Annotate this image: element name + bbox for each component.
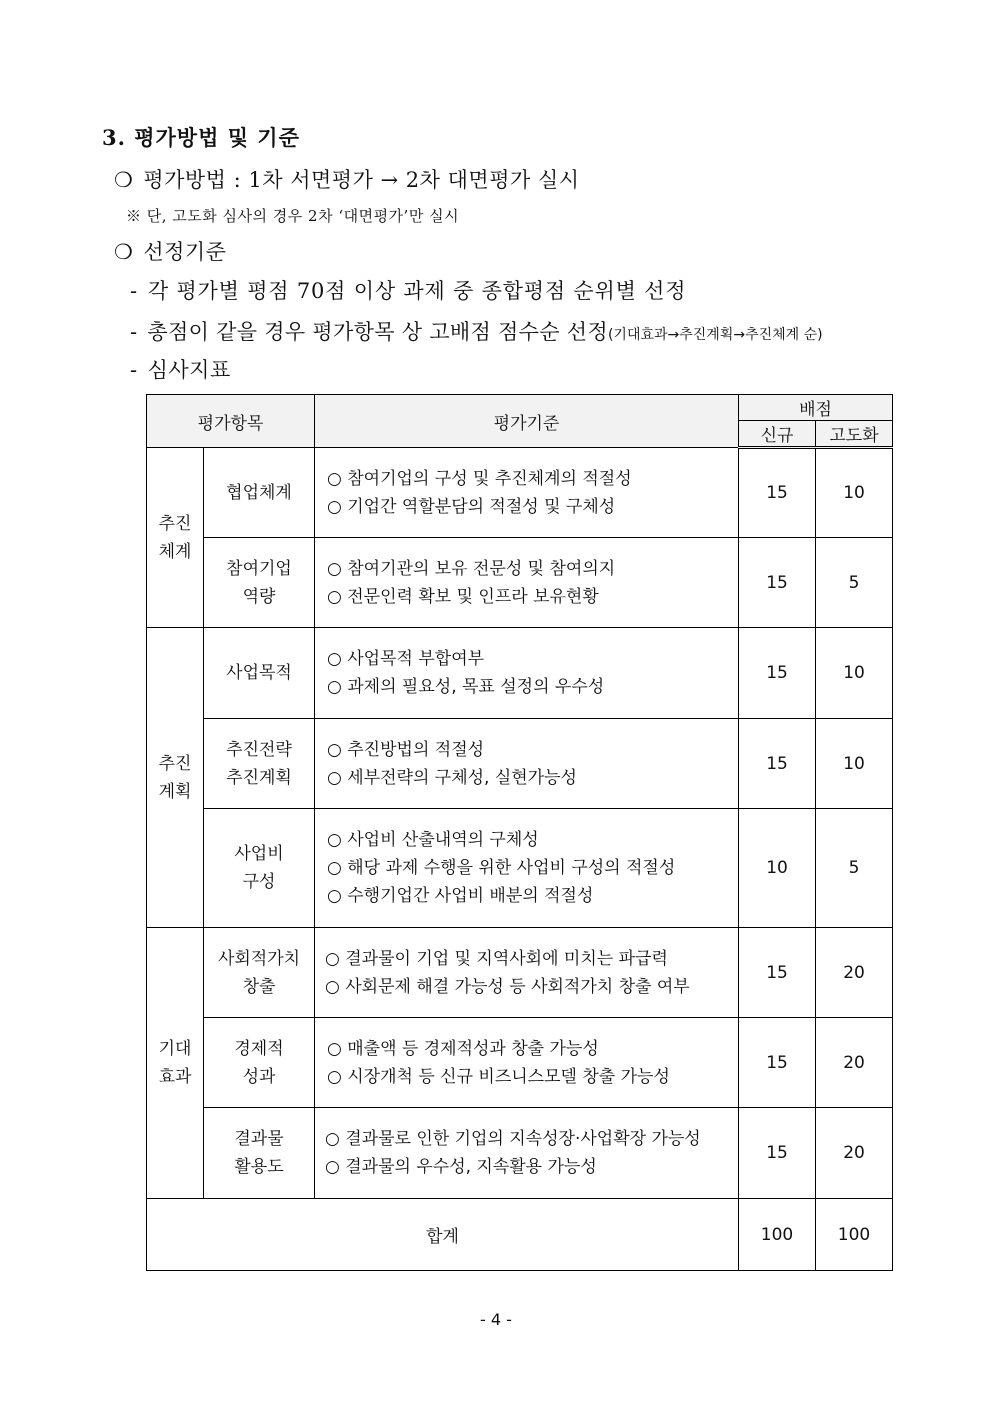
score-advanced-cell: 5 — [816, 809, 893, 928]
table-row — [147, 1108, 893, 1199]
criteria-item-note: (기대효과→추진계획→추진체계 순) — [607, 327, 823, 343]
table-row — [147, 628, 893, 719]
total-new: 100 — [739, 1199, 816, 1271]
score-advanced-cell: 20 — [816, 928, 893, 1018]
evaluation-table — [146, 394, 893, 1271]
evaluation-note: ※ 단, 고도화 심사의 경우 2차 ‘대면평가’만 실시 — [126, 207, 460, 225]
criteria-cell — [315, 538, 739, 628]
criteria-cell — [315, 448, 739, 538]
criteria-line: ○ 참여기관의 보유 전문성 및 참여의지 — [327, 558, 616, 579]
category-cell: 추진 체계 — [147, 448, 204, 628]
criteria-item-text: 각 평가별 평점 70점 이상 과제 중 종합평점 순위별 선정 — [147, 279, 687, 303]
criteria-item — [130, 316, 823, 346]
circle-bullet-icon: ❍ — [114, 168, 134, 192]
header-score-new: 신규 — [739, 421, 816, 448]
item-cell: 결과물 활용도 — [204, 1108, 315, 1199]
dash-bullet: - — [130, 279, 138, 303]
category-cell: 추진 계획 — [147, 628, 204, 928]
criteria-cell — [315, 928, 739, 1018]
table-row — [147, 538, 893, 628]
header-evaluation-criteria: 평가기준 — [315, 395, 739, 448]
criteria-line: ○ 전문인력 확보 및 인프라 보유현황 — [327, 586, 599, 607]
selection-criteria-heading — [114, 236, 226, 266]
criteria-item-text: 심사지표 — [147, 358, 231, 382]
item-cell: 사업목적 — [204, 628, 315, 719]
criteria-cell — [315, 628, 739, 719]
score-new-cell: 15 — [739, 448, 816, 538]
header-evaluation-item: 평가항목 — [147, 395, 315, 448]
table-row — [147, 719, 893, 809]
criteria-cell — [315, 719, 739, 809]
score-advanced-cell: 10 — [816, 628, 893, 719]
score-new-cell: 15 — [739, 1018, 816, 1108]
criteria-line: ○ 시장개척 등 신규 비즈니스모델 창출 가능성 — [327, 1066, 670, 1087]
criteria-cell — [315, 1108, 739, 1199]
criteria-line: ○ 사회문제 해결 가능성 등 사회적가치 창출 여부 — [325, 976, 690, 997]
score-new-cell: 15 — [739, 928, 816, 1018]
evaluation-method — [114, 164, 580, 194]
score-new-cell: 15 — [739, 719, 816, 809]
criteria-line: ○ 참여기업의 구성 및 추진체계의 적절성 — [327, 468, 632, 489]
score-new-cell: 15 — [739, 1108, 816, 1199]
circle-bullet-icon: ❍ — [114, 240, 134, 264]
score-new-cell: 15 — [739, 538, 816, 628]
total-row — [147, 1199, 893, 1271]
score-new-cell: 10 — [739, 809, 816, 928]
item-cell: 사업비 구성 — [204, 809, 315, 928]
header-score: 배점 — [739, 395, 893, 421]
page-number: - 4 - — [480, 1310, 512, 1329]
criteria-line: ○ 사업목적 부합여부 — [327, 649, 485, 669]
criteria-line: ○ 결과물이 기업 및 지역사회에 미치는 파급력 — [325, 948, 668, 969]
criteria-cell — [315, 809, 739, 928]
selection-criteria-heading-text: 선정기준 — [143, 240, 227, 264]
section-title: 3. 평가방법 및 기준 — [102, 125, 300, 150]
dash-bullet: - — [130, 320, 138, 344]
criteria-line: ○ 수행기업간 사업비 배분의 적절성 — [327, 886, 594, 906]
evaluation-method-text: 평가방법 : 1차 서면평가 → 2차 대면평가 실시 — [143, 168, 580, 192]
criteria-line: ○ 기업간 역할분담의 적절성 및 구체성 — [327, 496, 616, 517]
criteria-line: ○ 과제의 필요성, 목표 설정의 우수성 — [327, 677, 605, 697]
score-advanced-cell: 5 — [816, 538, 893, 628]
score-advanced-cell: 20 — [816, 1108, 893, 1199]
header-score-advanced: 고도화 — [816, 421, 893, 448]
table-row — [147, 1018, 893, 1108]
criteria-line: ○ 사업비 산출내역의 구체성 — [327, 830, 539, 850]
criteria-line: ○ 매출액 등 경제적성과 창출 가능성 — [327, 1038, 599, 1059]
item-cell: 협업체계 — [204, 448, 315, 538]
criteria-item — [130, 275, 686, 305]
criteria-line: ○ 결과물의 우수성, 지속활용 가능성 — [325, 1157, 597, 1177]
criteria-cell — [315, 1018, 739, 1108]
score-advanced-cell: 20 — [816, 1018, 893, 1108]
dash-bullet: - — [130, 358, 138, 382]
total-label: 합계 — [147, 1199, 739, 1271]
criteria-line: ○ 해당 과제 수행을 위한 사업비 구성의 적절성 — [327, 858, 676, 878]
criteria-line: ○ 추진방법의 적절성 — [327, 739, 485, 760]
item-cell: 추진전략 추진계획 — [204, 719, 315, 809]
table-row — [147, 928, 893, 1018]
total-advanced: 100 — [816, 1199, 893, 1271]
criteria-item-text: 총점이 같을 경우 평가항목 상 고배점 점수순 선정 — [147, 320, 608, 344]
score-advanced-cell: 10 — [816, 448, 893, 538]
table-row — [147, 809, 893, 928]
table-row — [147, 448, 893, 538]
criteria-item — [130, 354, 231, 384]
item-cell: 사회적가치 창출 — [204, 928, 315, 1018]
criteria-line: ○ 세부전략의 구체성, 실현가능성 — [327, 767, 577, 788]
criteria-line: ○ 결과물로 인한 기업의 지속성장·사업확장 가능성 — [325, 1129, 701, 1149]
category-cell: 기대 효과 — [147, 928, 204, 1199]
score-advanced-cell: 10 — [816, 719, 893, 809]
item-cell: 참여기업 역량 — [204, 538, 315, 628]
score-new-cell: 15 — [739, 628, 816, 719]
item-cell: 경제적 성과 — [204, 1018, 315, 1108]
